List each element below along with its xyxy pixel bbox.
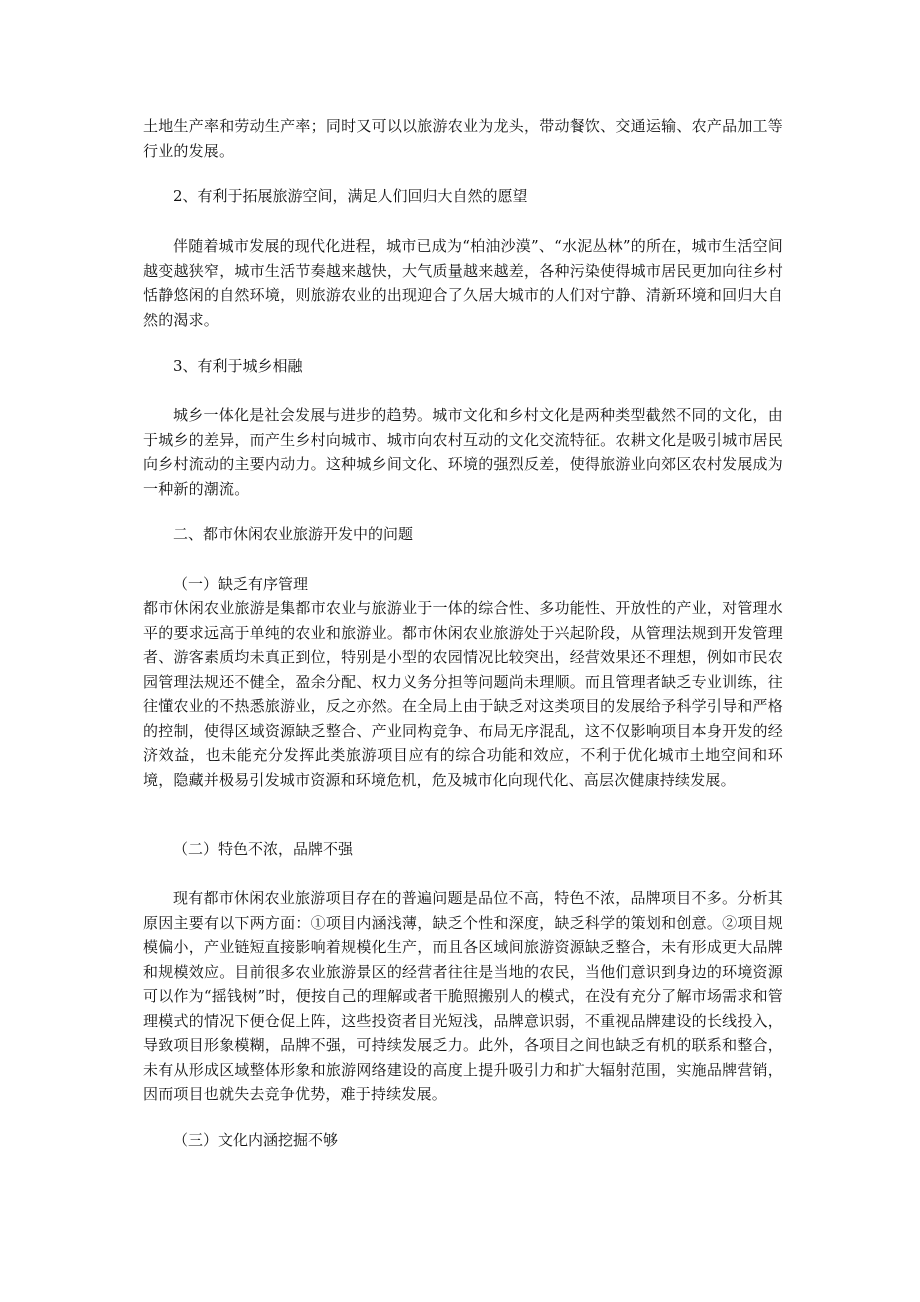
paragraph-brand: 现有都市休闲农业旅游项目存在的普遍问题是品位不高，特色不浓，品牌项目不多。分析其原因主要有以下两方面：①项目内涵浅薄，缺乏个性和深度，缺乏科学的策划和创意。②项目规模偏小，产业链短直接影响着规模化生产，而且各区域间旅游资源缺乏整合，未有形成更大品牌和规模效应。目前很多农业旅游景区的经营者往往是当地的农民，当他们意识到身边的环境资源可以作为“摇钱树”时，便按自己的理解或者干脆照搬别人的模式，在没有充分了解市场需求和管理模式的情况下便仓促上阵，这些投资者目光短浅，品牌意识弱，不重视品牌建设的长线投入，导致项目形象模糊，品牌不强，可持续发展乏力。此外，各项目之间也缺乏有机的联系和整合，未有从形成区域整体形象和旅游网络建设的高度上提升吸引力和扩大辐射范围，实施品牌营销，因而项目也就失去竞争优势，难于持续发展。	[143, 889, 783, 1103]
paragraph-continuation: 土地生产率和劳动生产率；同时又可以以旅游农业为龙头，带动餐饮、交通运输、农产品加工等行业的发展。	[143, 117, 783, 160]
subheading-3: 3、有利于城乡相融	[173, 357, 303, 375]
subsection-heading-culture: （三）文化内涵挖掘不够	[173, 1131, 339, 1149]
paragraph-nature: 伴随着城市发展的现代化进程，城市已成为“柏油沙漠”、“水泥丛林”的所在，城市生活空间越变越狭窄，城市生活节奏越来越快，大气质量越来越差，各种污染使得城市居民更加向往乡村恬静悠闲的自然环境，则旅游农业的出现迎合了久居大城市的人们对宁静、清新环境和回归大自然的渴求。	[143, 237, 783, 329]
paragraph-management: 都市休闲农业旅游是集都市农业与旅游业于一体的综合性、多功能性、开放性的产业，对管理水平的要求远高于单纯的农业和旅游业。都市休闲农业旅游处于兴起阶段，从管理法规到开发管理者、游客素质均未真正到位，特别是小型的农园情况比较突出，经营效果还不理想，例如市民农园管理法规还不健全，盈余分配、权力义务分担等问题尚未理顺。而且管理者缺乏专业训练，往往懂农业的不热悉旅游业，反之亦然。在全局上由于缺乏对这类项目的发展给予科学引导和严格的控制，使得区域资源缺乏整合、产业同构竞争、布局无序混乱，这不仅影响项目本身开发的经济效益，也未能充分发挥此类旅游项目应有的综合功能和效应，不利于优化城市土地空间和环境，隐藏并极易引发城市资源和环境危机，危及城市化向现代化、高层次健康持续发展。	[143, 599, 783, 789]
subsection-heading-management: （一）缺乏有序管理	[173, 575, 309, 593]
section-heading-problems: 二、都市休闲农业旅游开发中的问题	[173, 525, 414, 543]
subheading-2: 2、有利于拓展旅游空间，满足人们回归大自然的愿望	[173, 187, 528, 205]
subsection-heading-brand: （二）特色不浓，品牌不强	[173, 840, 354, 858]
paragraph-urban-rural: 城乡一体化是社会发展与进步的趋势。城市文化和乡村文化是两种类型截然不同的文化，由于城乡的差异，而产生乡村向城市、城市向农村互动的文化交流特征。农耕文化是吸引城市居民向乡村流动的主要内动力。这种城乡间文化、环境的强烈反差，使得旅游业向郊区农村发展成为一种新的潮流。	[143, 406, 783, 498]
